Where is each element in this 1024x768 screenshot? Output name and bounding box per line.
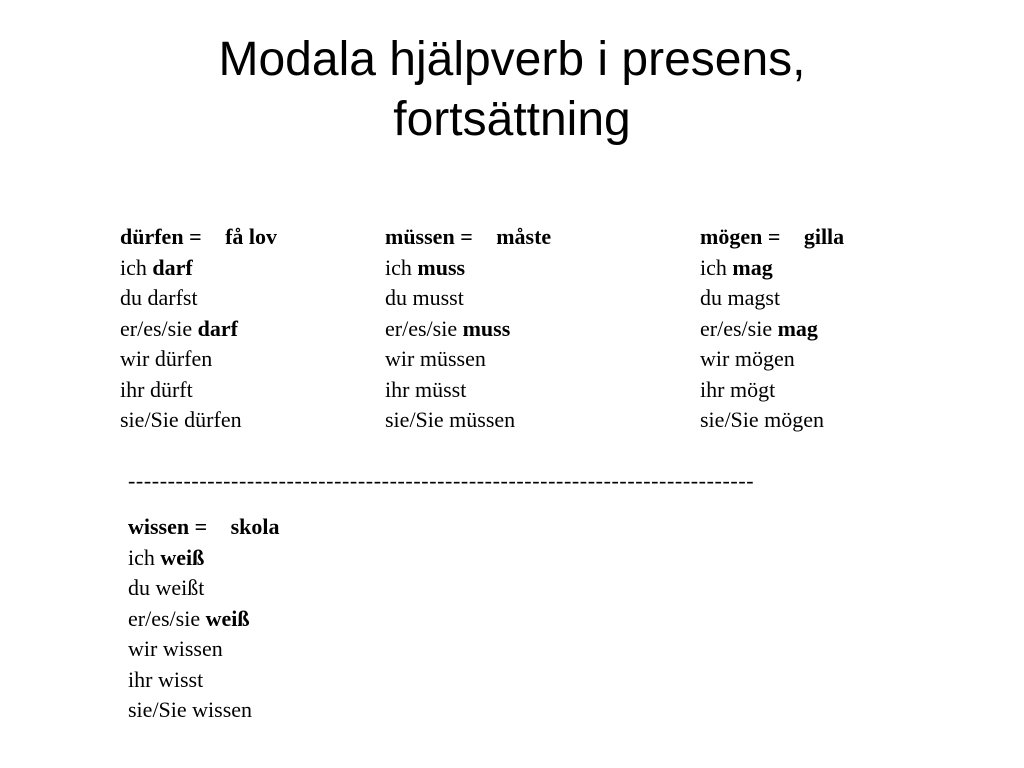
conjugation-row — [120, 405, 277, 436]
pronoun: wir — [120, 346, 155, 371]
pronoun: wir — [700, 346, 735, 371]
equals-sign: = — [189, 224, 202, 249]
title-line-2: fortsättning — [393, 93, 631, 146]
conjugation-row — [700, 253, 844, 284]
pronoun: du — [385, 285, 413, 310]
verb-heading — [385, 222, 551, 253]
verb-form: musst — [412, 285, 464, 310]
pronoun: ich — [385, 254, 418, 280]
verb-form: muss — [417, 254, 466, 280]
verb-form: wissen — [192, 697, 253, 722]
pronoun: sie/Sie — [700, 407, 765, 432]
pronoun: er/es/sie — [120, 315, 198, 341]
conjugation-row — [700, 405, 844, 436]
verb-form: müssen — [419, 346, 486, 371]
conjugation-row — [385, 344, 551, 375]
conjugation-row — [700, 283, 844, 314]
conjugation-row — [120, 253, 277, 284]
pronoun: ihr — [385, 376, 415, 402]
verb-infinitive: wissen — [128, 514, 190, 539]
verb-heading — [128, 512, 280, 543]
conjugation-row — [128, 604, 280, 635]
conjugation-row — [385, 314, 551, 345]
verb-form: darfst — [147, 285, 198, 310]
verb-form: mag — [777, 315, 818, 341]
pronoun: sie/Sie — [385, 407, 450, 432]
verb-heading — [120, 222, 277, 253]
pronoun: ich — [120, 254, 153, 280]
verb-form: darf — [197, 315, 238, 341]
pronoun: er/es/sie — [700, 315, 778, 341]
verb-form: weiß — [160, 544, 205, 570]
verb-infinitive: dürfen — [120, 224, 184, 249]
pronoun: du — [128, 575, 156, 600]
conjugation-wissen — [128, 512, 280, 726]
verb-meaning: gilla — [803, 224, 845, 249]
pronoun: ich — [128, 544, 161, 570]
conjugation-durfen — [120, 222, 277, 436]
verb-meaning: måste — [496, 224, 552, 249]
verb-form: mögen — [734, 346, 795, 371]
pronoun: er/es/sie — [128, 605, 206, 631]
verb-form: mögen — [764, 407, 825, 432]
pronoun: wir — [128, 636, 163, 661]
verb-meaning: skola — [230, 514, 280, 539]
equals-sign: = — [194, 514, 208, 539]
conjugation-row — [385, 283, 551, 314]
verb-form: müssen — [449, 407, 516, 432]
equals-sign: = — [460, 224, 473, 249]
conjugation-row — [385, 253, 551, 284]
conjugation-row — [120, 344, 277, 375]
verb-infinitive: mögen — [700, 224, 763, 249]
conjugation-row — [120, 283, 277, 314]
verb-form: wisst — [157, 666, 204, 692]
pronoun: ihr — [120, 376, 150, 402]
verb-form: weißt — [155, 575, 205, 600]
pronoun: wir — [385, 346, 420, 371]
conjugation-row — [128, 543, 280, 574]
verb-form: muss — [462, 315, 511, 341]
verb-form: dürfen — [184, 407, 242, 432]
verb-form: darf — [152, 254, 193, 280]
verb-form: dürfen — [154, 346, 213, 371]
conjugation-row — [128, 573, 280, 604]
verb-form: müsst — [414, 376, 467, 402]
pronoun: du — [120, 285, 148, 310]
pronoun: du — [700, 285, 728, 310]
pronoun: er/es/sie — [385, 315, 463, 341]
pronoun: ihr — [700, 376, 730, 402]
verb-form: dürft — [149, 376, 193, 402]
verb-form: mögt — [729, 376, 776, 402]
conjugation-row — [128, 634, 280, 665]
verb-form: weiß — [205, 605, 250, 631]
verb-form: mag — [732, 254, 773, 280]
conjugation-row — [120, 314, 277, 345]
verb-form: magst — [727, 285, 781, 310]
verb-meaning: få lov — [225, 224, 278, 249]
conjugation-row — [120, 375, 277, 406]
slide-title — [0, 30, 1024, 150]
verb-form: wissen — [162, 636, 223, 661]
pronoun: ihr — [128, 666, 158, 692]
conjugation-mogen — [700, 222, 844, 436]
pronoun: sie/Sie — [128, 697, 193, 722]
verb-heading — [700, 222, 844, 253]
conjugation-row — [128, 665, 280, 696]
conjugation-row — [700, 375, 844, 406]
conjugation-row — [385, 375, 551, 406]
conjugation-row — [128, 695, 280, 726]
conjugation-mussen — [385, 222, 551, 436]
dashed-divider: ------------------------------------------------------------------------------- — [128, 468, 755, 493]
conjugation-row — [700, 314, 844, 345]
verb-infinitive: müssen — [385, 224, 455, 249]
equals-sign: = — [767, 224, 781, 249]
pronoun: ich — [700, 254, 733, 280]
conjugation-row — [385, 405, 551, 436]
title-line-1: Modala hjälpverb i presens, — [218, 33, 806, 86]
pronoun: sie/Sie — [120, 407, 185, 432]
conjugation-row — [700, 344, 844, 375]
